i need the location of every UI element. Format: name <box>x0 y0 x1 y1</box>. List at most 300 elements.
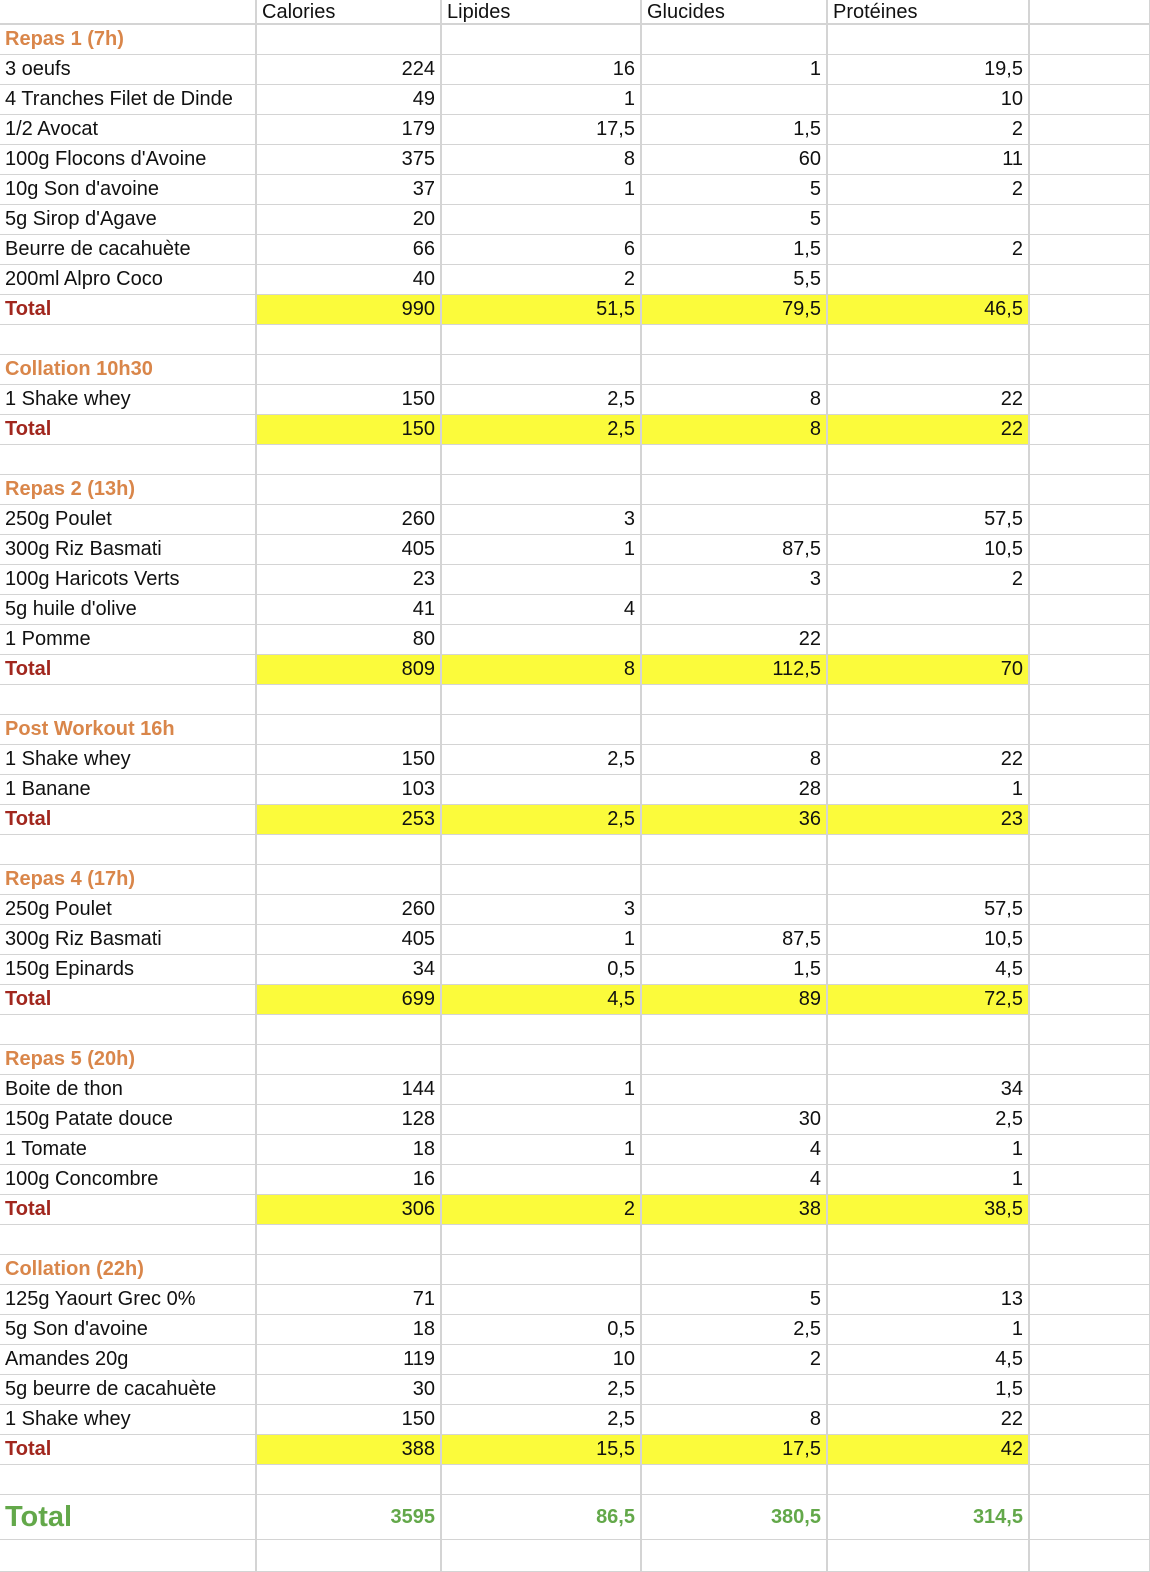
empty-cell[interactable] <box>1029 265 1150 295</box>
empty-cell[interactable] <box>256 865 441 895</box>
empty-cell[interactable] <box>641 1045 827 1075</box>
total-calories[interactable]: 306 <box>256 1195 441 1225</box>
empty-cell[interactable] <box>1029 1255 1150 1285</box>
cell-proteines[interactable]: 22 <box>827 745 1029 775</box>
header-proteines[interactable]: Protéines <box>827 0 1029 24</box>
empty-cell[interactable] <box>1029 175 1150 205</box>
header-cell-empty[interactable] <box>0 0 256 24</box>
cell-lipides[interactable] <box>441 625 641 655</box>
cell-glucides[interactable] <box>641 1375 827 1405</box>
empty-cell[interactable] <box>641 355 827 385</box>
empty-cell[interactable] <box>827 1465 1029 1495</box>
item-name[interactable]: 5g Sirop d'Agave <box>0 205 256 235</box>
total-glucides[interactable]: 17,5 <box>641 1435 827 1465</box>
empty-cell[interactable] <box>827 715 1029 745</box>
cell-lipides[interactable]: 3 <box>441 505 641 535</box>
cell-glucides[interactable] <box>641 85 827 115</box>
total-proteines[interactable]: 42 <box>827 1435 1029 1465</box>
empty-cell[interactable] <box>441 24 641 55</box>
total-proteines[interactable]: 70 <box>827 655 1029 685</box>
empty-cell[interactable] <box>1029 1225 1150 1255</box>
total-label[interactable]: Total <box>0 295 256 325</box>
empty-cell[interactable] <box>641 325 827 355</box>
cell-lipides[interactable] <box>441 1165 641 1195</box>
cell-glucides[interactable]: 3 <box>641 565 827 595</box>
item-name[interactable]: Boite de thon <box>0 1075 256 1105</box>
empty-cell[interactable] <box>441 1225 641 1255</box>
cell-calories[interactable]: 375 <box>256 145 441 175</box>
empty-cell[interactable] <box>827 475 1029 505</box>
empty-cell[interactable] <box>441 1255 641 1285</box>
empty-cell[interactable] <box>1029 715 1150 745</box>
item-name[interactable]: 1 Shake whey <box>0 745 256 775</box>
grand-total-calories[interactable]: 3595 <box>256 1495 441 1540</box>
total-lipides[interactable]: 4,5 <box>441 985 641 1015</box>
total-calories[interactable]: 699 <box>256 985 441 1015</box>
empty-cell[interactable] <box>641 445 827 475</box>
cell-calories[interactable]: 128 <box>256 1105 441 1135</box>
empty-cell[interactable] <box>641 835 827 865</box>
empty-cell[interactable] <box>256 835 441 865</box>
empty-cell[interactable] <box>256 325 441 355</box>
empty-cell[interactable] <box>1029 1405 1150 1435</box>
cell-proteines[interactable]: 10 <box>827 85 1029 115</box>
total-label[interactable]: Total <box>0 985 256 1015</box>
cell-proteines[interactable]: 4,5 <box>827 955 1029 985</box>
cell-calories[interactable]: 260 <box>256 895 441 925</box>
cell-proteines[interactable]: 2,5 <box>827 1105 1029 1135</box>
item-name[interactable]: 150g Patate douce <box>0 1105 256 1135</box>
cell-proteines[interactable] <box>827 595 1029 625</box>
cell-lipides[interactable]: 1 <box>441 535 641 565</box>
empty-cell[interactable] <box>1029 385 1150 415</box>
section-title[interactable]: Repas 4 (17h) <box>0 865 256 895</box>
empty-cell[interactable] <box>441 325 641 355</box>
empty-cell[interactable] <box>827 865 1029 895</box>
empty-cell[interactable] <box>256 685 441 715</box>
empty-cell[interactable] <box>1029 1195 1150 1225</box>
item-name[interactable]: 1 Shake whey <box>0 385 256 415</box>
cell-calories[interactable]: 71 <box>256 1285 441 1315</box>
empty-cell[interactable] <box>1029 655 1150 685</box>
item-name[interactable]: 1 Pomme <box>0 625 256 655</box>
total-proteines[interactable]: 22 <box>827 415 1029 445</box>
cell-proteines[interactable]: 1 <box>827 775 1029 805</box>
cell-lipides[interactable]: 2,5 <box>441 385 641 415</box>
item-name[interactable]: 5g beurre de cacahuète <box>0 1375 256 1405</box>
grand-total-label[interactable]: Total <box>0 1495 256 1540</box>
cell-glucides[interactable]: 5 <box>641 205 827 235</box>
cell-glucides[interactable]: 5 <box>641 1285 827 1315</box>
empty-cell[interactable] <box>641 715 827 745</box>
empty-cell[interactable] <box>1029 1435 1150 1465</box>
empty-cell[interactable] <box>827 325 1029 355</box>
empty-cell[interactable] <box>1029 85 1150 115</box>
empty-cell[interactable] <box>1029 535 1150 565</box>
cell-calories[interactable]: 20 <box>256 205 441 235</box>
empty-cell[interactable] <box>441 1015 641 1045</box>
empty-cell[interactable] <box>1029 1315 1150 1345</box>
cell-calories[interactable]: 224 <box>256 55 441 85</box>
empty-cell[interactable] <box>641 1015 827 1045</box>
empty-cell[interactable] <box>1029 145 1150 175</box>
cell-lipides[interactable]: 3 <box>441 895 641 925</box>
empty-cell[interactable] <box>1029 1375 1150 1405</box>
cell-calories[interactable]: 66 <box>256 235 441 265</box>
cell-glucides[interactable] <box>641 595 827 625</box>
cell-calories[interactable]: 49 <box>256 85 441 115</box>
cell-glucides[interactable] <box>641 505 827 535</box>
total-proteines[interactable]: 46,5 <box>827 295 1029 325</box>
cell-lipides[interactable] <box>441 775 641 805</box>
cell-glucides[interactable]: 1,5 <box>641 955 827 985</box>
total-proteines[interactable]: 23 <box>827 805 1029 835</box>
cell-lipides[interactable]: 17,5 <box>441 115 641 145</box>
cell-proteines[interactable]: 4,5 <box>827 1345 1029 1375</box>
empty-cell[interactable] <box>1029 235 1150 265</box>
item-name[interactable]: 150g Epinards <box>0 955 256 985</box>
cell-glucides[interactable]: 28 <box>641 775 827 805</box>
cell-calories[interactable]: 405 <box>256 925 441 955</box>
empty-cell[interactable] <box>1029 1045 1150 1075</box>
empty-cell[interactable] <box>0 1465 256 1495</box>
empty-cell[interactable] <box>441 445 641 475</box>
cell-calories[interactable]: 18 <box>256 1315 441 1345</box>
item-name[interactable]: 1 Shake whey <box>0 1405 256 1435</box>
total-label[interactable]: Total <box>0 415 256 445</box>
empty-cell[interactable] <box>256 1225 441 1255</box>
empty-cell[interactable] <box>256 445 441 475</box>
cell-lipides[interactable]: 16 <box>441 55 641 85</box>
cell-glucides[interactable]: 8 <box>641 1405 827 1435</box>
empty-cell[interactable] <box>827 1015 1029 1045</box>
grand-total-lipides[interactable]: 86,5 <box>441 1495 641 1540</box>
total-proteines[interactable]: 72,5 <box>827 985 1029 1015</box>
cell-lipides[interactable]: 6 <box>441 235 641 265</box>
empty-cell[interactable] <box>1029 1285 1150 1315</box>
cell-glucides[interactable]: 22 <box>641 625 827 655</box>
empty-cell[interactable] <box>256 24 441 55</box>
cell-proteines[interactable] <box>827 265 1029 295</box>
total-label[interactable]: Total <box>0 805 256 835</box>
cell-proteines[interactable]: 22 <box>827 1405 1029 1435</box>
cell-lipides[interactable] <box>441 1105 641 1135</box>
empty-cell[interactable] <box>1029 625 1150 655</box>
item-name[interactable]: 1/2 Avocat <box>0 115 256 145</box>
empty-cell[interactable] <box>1029 835 1150 865</box>
cell-calories[interactable]: 150 <box>256 745 441 775</box>
cell-calories[interactable]: 23 <box>256 565 441 595</box>
cell-lipides[interactable] <box>441 565 641 595</box>
empty-cell[interactable] <box>0 1225 256 1255</box>
cell-calories[interactable]: 41 <box>256 595 441 625</box>
empty-cell[interactable] <box>1029 475 1150 505</box>
cell-proteines[interactable]: 19,5 <box>827 55 1029 85</box>
empty-cell[interactable] <box>441 685 641 715</box>
grand-total-proteines[interactable]: 314,5 <box>827 1495 1029 1540</box>
total-lipides[interactable]: 2,5 <box>441 415 641 445</box>
item-name[interactable]: 300g Riz Basmati <box>0 535 256 565</box>
cell-glucides[interactable]: 4 <box>641 1135 827 1165</box>
header-cell-extra[interactable] <box>1029 0 1150 24</box>
empty-cell[interactable] <box>1029 955 1150 985</box>
empty-cell[interactable] <box>1029 925 1150 955</box>
cell-calories[interactable]: 34 <box>256 955 441 985</box>
empty-cell[interactable] <box>1029 595 1150 625</box>
total-calories[interactable]: 388 <box>256 1435 441 1465</box>
cell-calories[interactable]: 37 <box>256 175 441 205</box>
cell-proteines[interactable]: 22 <box>827 385 1029 415</box>
empty-cell[interactable] <box>1029 325 1150 355</box>
empty-cell[interactable] <box>441 355 641 385</box>
cell-lipides[interactable]: 1 <box>441 175 641 205</box>
empty-cell[interactable] <box>0 835 256 865</box>
empty-cell[interactable] <box>441 1465 641 1495</box>
total-lipides[interactable]: 2 <box>441 1195 641 1225</box>
total-lipides[interactable]: 51,5 <box>441 295 641 325</box>
empty-cell[interactable] <box>441 1540 641 1572</box>
empty-cell[interactable] <box>641 1225 827 1255</box>
cell-proteines[interactable]: 11 <box>827 145 1029 175</box>
empty-cell[interactable] <box>827 1225 1029 1255</box>
total-proteines[interactable]: 38,5 <box>827 1195 1029 1225</box>
empty-cell[interactable] <box>1029 865 1150 895</box>
cell-glucides[interactable]: 87,5 <box>641 535 827 565</box>
empty-cell[interactable] <box>256 715 441 745</box>
empty-cell[interactable] <box>1029 565 1150 595</box>
cell-lipides[interactable]: 0,5 <box>441 955 641 985</box>
empty-cell[interactable] <box>641 475 827 505</box>
section-title[interactable]: Collation 10h30 <box>0 355 256 385</box>
empty-cell[interactable] <box>0 325 256 355</box>
empty-cell[interactable] <box>0 685 256 715</box>
empty-cell[interactable] <box>256 1465 441 1495</box>
cell-lipides[interactable]: 1 <box>441 85 641 115</box>
cell-calories[interactable]: 150 <box>256 385 441 415</box>
empty-cell[interactable] <box>1029 1540 1150 1572</box>
cell-lipides[interactable] <box>441 205 641 235</box>
empty-cell[interactable] <box>256 1540 441 1572</box>
cell-glucides[interactable]: 60 <box>641 145 827 175</box>
item-name[interactable]: 5g Son d'avoine <box>0 1315 256 1345</box>
empty-cell[interactable] <box>1029 1105 1150 1135</box>
empty-cell[interactable] <box>0 445 256 475</box>
section-title[interactable]: Repas 2 (13h) <box>0 475 256 505</box>
cell-proteines[interactable]: 2 <box>827 235 1029 265</box>
item-name[interactable]: 125g Yaourt Grec 0% <box>0 1285 256 1315</box>
item-name[interactable]: 10g Son d'avoine <box>0 175 256 205</box>
cell-lipides[interactable]: 2,5 <box>441 1405 641 1435</box>
empty-cell[interactable] <box>0 1540 256 1572</box>
empty-cell[interactable] <box>441 835 641 865</box>
section-title[interactable]: Collation (22h) <box>0 1255 256 1285</box>
item-name[interactable]: Amandes 20g <box>0 1345 256 1375</box>
cell-proteines[interactable]: 1 <box>827 1135 1029 1165</box>
total-label[interactable]: Total <box>0 1195 256 1225</box>
empty-cell[interactable] <box>827 1540 1029 1572</box>
item-name[interactable]: 250g Poulet <box>0 895 256 925</box>
item-name[interactable]: 250g Poulet <box>0 505 256 535</box>
empty-cell[interactable] <box>641 1255 827 1285</box>
cell-proteines[interactable]: 2 <box>827 175 1029 205</box>
empty-cell[interactable] <box>256 1045 441 1075</box>
cell-proteines[interactable]: 57,5 <box>827 895 1029 925</box>
cell-glucides[interactable]: 8 <box>641 385 827 415</box>
empty-cell[interactable] <box>1029 415 1150 445</box>
item-name[interactable]: 100g Concombre <box>0 1165 256 1195</box>
cell-calories[interactable]: 103 <box>256 775 441 805</box>
empty-cell[interactable] <box>1029 355 1150 385</box>
empty-cell[interactable] <box>256 1015 441 1045</box>
cell-lipides[interactable]: 4 <box>441 595 641 625</box>
total-glucides[interactable]: 112,5 <box>641 655 827 685</box>
total-glucides[interactable]: 8 <box>641 415 827 445</box>
empty-cell[interactable] <box>1029 1345 1150 1375</box>
empty-cell[interactable] <box>1029 1135 1150 1165</box>
cell-lipides[interactable]: 1 <box>441 1135 641 1165</box>
section-title[interactable]: Post Workout 16h <box>0 715 256 745</box>
empty-cell[interactable] <box>827 445 1029 475</box>
cell-calories[interactable]: 144 <box>256 1075 441 1105</box>
empty-cell[interactable] <box>256 475 441 505</box>
cell-lipides[interactable]: 1 <box>441 925 641 955</box>
empty-cell[interactable] <box>1029 805 1150 835</box>
cell-proteines[interactable]: 10,5 <box>827 925 1029 955</box>
cell-proteines[interactable] <box>827 205 1029 235</box>
empty-cell[interactable] <box>441 475 641 505</box>
cell-proteines[interactable]: 1 <box>827 1165 1029 1195</box>
empty-cell[interactable] <box>1029 1495 1150 1540</box>
cell-glucides[interactable]: 1,5 <box>641 235 827 265</box>
total-glucides[interactable]: 79,5 <box>641 295 827 325</box>
empty-cell[interactable] <box>1029 295 1150 325</box>
item-name[interactable]: 3 oeufs <box>0 55 256 85</box>
empty-cell[interactable] <box>827 355 1029 385</box>
empty-cell[interactable] <box>827 685 1029 715</box>
empty-cell[interactable] <box>827 835 1029 865</box>
total-glucides[interactable]: 89 <box>641 985 827 1015</box>
cell-proteines[interactable]: 1 <box>827 1315 1029 1345</box>
empty-cell[interactable] <box>1029 895 1150 925</box>
empty-cell[interactable] <box>256 355 441 385</box>
empty-cell[interactable] <box>441 865 641 895</box>
empty-cell[interactable] <box>1029 445 1150 475</box>
cell-lipides[interactable]: 2 <box>441 265 641 295</box>
section-title[interactable]: Repas 1 (7h) <box>0 24 256 55</box>
cell-calories[interactable]: 80 <box>256 625 441 655</box>
cell-calories[interactable]: 260 <box>256 505 441 535</box>
cell-lipides[interactable]: 8 <box>441 145 641 175</box>
cell-calories[interactable]: 30 <box>256 1375 441 1405</box>
total-label[interactable]: Total <box>0 1435 256 1465</box>
empty-cell[interactable] <box>1029 1075 1150 1105</box>
cell-calories[interactable]: 179 <box>256 115 441 145</box>
cell-lipides[interactable]: 2,5 <box>441 1375 641 1405</box>
item-name[interactable]: 4 Tranches Filet de Dinde <box>0 85 256 115</box>
cell-proteines[interactable]: 57,5 <box>827 505 1029 535</box>
cell-glucides[interactable]: 2 <box>641 1345 827 1375</box>
total-lipides[interactable]: 2,5 <box>441 805 641 835</box>
cell-glucides[interactable]: 5 <box>641 175 827 205</box>
total-lipides[interactable]: 8 <box>441 655 641 685</box>
cell-glucides[interactable] <box>641 895 827 925</box>
item-name[interactable]: 5g huile d'olive <box>0 595 256 625</box>
total-calories[interactable]: 253 <box>256 805 441 835</box>
cell-lipides[interactable]: 1 <box>441 1075 641 1105</box>
item-name[interactable]: Beurre de cacahuète <box>0 235 256 265</box>
cell-glucides[interactable]: 1 <box>641 55 827 85</box>
empty-cell[interactable] <box>641 865 827 895</box>
cell-glucides[interactable]: 2,5 <box>641 1315 827 1345</box>
cell-proteines[interactable]: 2 <box>827 115 1029 145</box>
empty-cell[interactable] <box>641 24 827 55</box>
total-lipides[interactable]: 15,5 <box>441 1435 641 1465</box>
cell-calories[interactable]: 18 <box>256 1135 441 1165</box>
empty-cell[interactable] <box>827 1045 1029 1075</box>
cell-calories[interactable]: 119 <box>256 1345 441 1375</box>
empty-cell[interactable] <box>441 1045 641 1075</box>
empty-cell[interactable] <box>827 24 1029 55</box>
total-calories[interactable]: 150 <box>256 415 441 445</box>
cell-lipides[interactable]: 10 <box>441 1345 641 1375</box>
cell-glucides[interactable]: 8 <box>641 745 827 775</box>
item-name[interactable]: 200ml Alpro Coco <box>0 265 256 295</box>
empty-cell[interactable] <box>1029 505 1150 535</box>
cell-lipides[interactable]: 2,5 <box>441 745 641 775</box>
empty-cell[interactable] <box>1029 685 1150 715</box>
empty-cell[interactable] <box>1029 1015 1150 1045</box>
cell-glucides[interactable]: 1,5 <box>641 115 827 145</box>
cell-lipides[interactable]: 0,5 <box>441 1315 641 1345</box>
item-name[interactable]: 1 Banane <box>0 775 256 805</box>
cell-calories[interactable]: 405 <box>256 535 441 565</box>
cell-glucides[interactable]: 30 <box>641 1105 827 1135</box>
item-name[interactable]: 100g Haricots Verts <box>0 565 256 595</box>
cell-proteines[interactable]: 13 <box>827 1285 1029 1315</box>
cell-lipides[interactable] <box>441 1285 641 1315</box>
cell-proteines[interactable]: 2 <box>827 565 1029 595</box>
empty-cell[interactable] <box>441 715 641 745</box>
empty-cell[interactable] <box>641 1465 827 1495</box>
item-name[interactable]: 100g Flocons d'Avoine <box>0 145 256 175</box>
grand-total-glucides[interactable]: 380,5 <box>641 1495 827 1540</box>
section-title[interactable]: Repas 5 (20h) <box>0 1045 256 1075</box>
header-calories[interactable]: Calories <box>256 0 441 24</box>
total-label[interactable]: Total <box>0 655 256 685</box>
empty-cell[interactable] <box>1029 745 1150 775</box>
empty-cell[interactable] <box>1029 985 1150 1015</box>
cell-proteines[interactable]: 10,5 <box>827 535 1029 565</box>
total-glucides[interactable]: 36 <box>641 805 827 835</box>
cell-calories[interactable]: 150 <box>256 1405 441 1435</box>
total-glucides[interactable]: 38 <box>641 1195 827 1225</box>
cell-glucides[interactable]: 4 <box>641 1165 827 1195</box>
header-glucides[interactable]: Glucides <box>641 0 827 24</box>
empty-cell[interactable] <box>1029 24 1150 55</box>
empty-cell[interactable] <box>1029 1465 1150 1495</box>
total-calories[interactable]: 809 <box>256 655 441 685</box>
empty-cell[interactable] <box>1029 115 1150 145</box>
empty-cell[interactable] <box>1029 55 1150 85</box>
cell-calories[interactable]: 40 <box>256 265 441 295</box>
empty-cell[interactable] <box>827 1255 1029 1285</box>
empty-cell[interactable] <box>641 685 827 715</box>
empty-cell[interactable] <box>641 1540 827 1572</box>
item-name[interactable]: 300g Riz Basmati <box>0 925 256 955</box>
item-name[interactable]: 1 Tomate <box>0 1135 256 1165</box>
empty-cell[interactable] <box>1029 205 1150 235</box>
cell-calories[interactable]: 16 <box>256 1165 441 1195</box>
